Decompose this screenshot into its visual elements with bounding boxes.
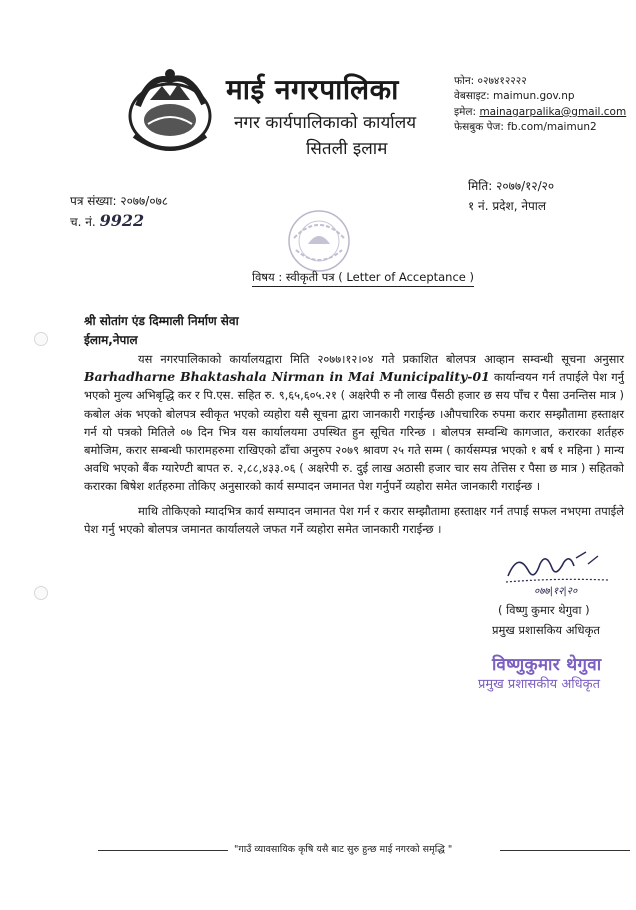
email-value: mainagarpalika@gmail.com	[479, 105, 627, 118]
nepal-emblem-logo	[120, 66, 220, 158]
punch-hole-top	[34, 332, 48, 346]
name-stamp: विष्णुकुमार थेगुवा	[492, 655, 602, 675]
subject-text: स्वीकृती पत्र ( Letter of Acceptance )	[285, 270, 475, 284]
reference-label: पत्र संख्या:	[70, 194, 117, 208]
signature-date: ०७७|१२|२०	[534, 586, 578, 597]
reference-number-row	[70, 191, 168, 211]
recipient-block	[84, 312, 239, 350]
dispatch-number-row	[70, 211, 168, 232]
subject-label: विषय :	[252, 270, 283, 284]
project-name: Barhadharne Bhaktashala Nirman in Mai Municipality-01	[84, 369, 490, 385]
office-seal	[286, 208, 352, 274]
date-value: २०७७/१२/२०	[496, 179, 555, 193]
phone-row	[454, 74, 626, 89]
recipient-name: श्री सोतांग एंड दिम्माली निर्माण सेवा	[84, 314, 239, 328]
letter-body	[84, 350, 624, 538]
website-row	[454, 89, 626, 104]
punch-hole-bottom	[34, 586, 48, 600]
paragraph-1-body: कार्यान्वयन गर्न तपाईले पेश गर्नु भएको मुल्य अभिबृद्धि कर र पि.एस. सहित रु. ९,६५,६०५.२१ ( अक्षरेपी रु नौ लाख पैंसठी हजार छ सय पाँच र पैसा उनन्तिस मात्र ) कबोल अंक भएको बोलपत्र स्वीकृत भएको व्यहोरा यसै सूचना द्वारा जानकारी गराईन्छ ।औपचारिक रुपमा करार सम्झौतामा हस्ताक्षर गर्न यो पत्रको मितिले ०७ दिन भित्र यस कार्यालयमा उपस्थित हुन सूचित गरिन्छ । बोलपत्र सम्वन्धि कागजात, करारका शर्तहरु बमोजिम, करार सम्बन्धी फारामहरुमा राखिएको ढाँचा अनुरुप २०७९ श्रावण २५ गते सम्म ( कार्यसम्पन्न भएको १ बर्ष १ महिना ) मान्य अवधि भएको बैंक ग्यारेण्टी बापत रु. २,८८,४३३.०६ ( अक्षरेपी रु. दुई लाख अठासी हजार चार सय तेत्तिस र पैसा छ मात्र ) सहितको करारका बिषेश शर्तहरुमा तोकिए अनुसारको कार्य सम्पादन जमानत पेश गर्नुपर्ने व्यहोरा समेत जानकारी गराईन्छ ।	[84, 370, 624, 494]
email-row	[454, 105, 626, 120]
recipient-address: ईलाम,नेपाल	[84, 333, 138, 347]
phone-label: फोन:	[454, 75, 475, 87]
date-label: मिति:	[468, 179, 493, 193]
reference-block	[70, 191, 168, 232]
footer-rule-left	[98, 850, 228, 851]
signatory-role: प्रमुख प्रशासकिय अधिकृत	[492, 623, 600, 637]
body-paragraph-2	[84, 502, 624, 538]
dispatch-label: च. नं.	[70, 215, 96, 229]
facebook-row	[454, 120, 626, 135]
contact-block	[454, 74, 626, 136]
website-value: maimun.gov.np	[492, 90, 575, 103]
municipality-title: माई नगरपालिका	[226, 73, 399, 106]
website-label: वेबसाइट:	[454, 90, 490, 103]
dispatch-number: 9922	[99, 211, 145, 230]
paragraph-2-text: माथि तोकिएको म्यादभित्र कार्य सम्पादन जमानत पेश गर्न र करार सम्झौतामा हस्ताक्षर गर्न तपाई सफल नभएमा तपाईले पेश गर्नु भएको बोलपत्र जमानत कार्यालयले जफत गर्ने व्यहोरा समेत जानकारी गराईन्छ ।	[84, 503, 624, 536]
sender-address: १ नं. प्रदेश, नेपाल	[468, 199, 547, 213]
signatory-name: ( विष्णु कुमार थेगुवा )	[498, 603, 590, 617]
paragraph-1-intro: यस नगरपालिकाको कार्यालयद्वारा मिति २०७७।१२।०४ गते प्रकाशित बोलपत्र आव्हान सम्वन्धी सूचना अनुसार	[138, 352, 624, 366]
email-label: इमेल:	[454, 105, 477, 118]
subject-line	[252, 270, 474, 287]
handwritten-signature	[504, 548, 614, 598]
footer-motto: "गाउँ व्यावसायिक कृषि यसै बाट सुरु हुन्छ माई नगरको समृद्धि "	[234, 844, 453, 855]
office-subtitle: नगर कार्यपालिकाको कार्यालय	[234, 113, 417, 133]
date-row	[468, 176, 554, 196]
office-location: सितली इलाम	[306, 139, 388, 159]
date-block	[468, 176, 554, 216]
body-paragraph-1	[84, 350, 624, 496]
facebook-label: फेसबुक पेज:	[454, 121, 504, 134]
footer-rule-right	[500, 850, 630, 851]
reference-number: २०७७/०७८	[120, 194, 169, 208]
facebook-value: fb.com/maimun2	[507, 121, 597, 134]
role-stamp: प्रमुख प्रशासकीय अधिकृत	[478, 677, 601, 692]
phone-value: ०२७४१२२२२	[477, 75, 527, 87]
